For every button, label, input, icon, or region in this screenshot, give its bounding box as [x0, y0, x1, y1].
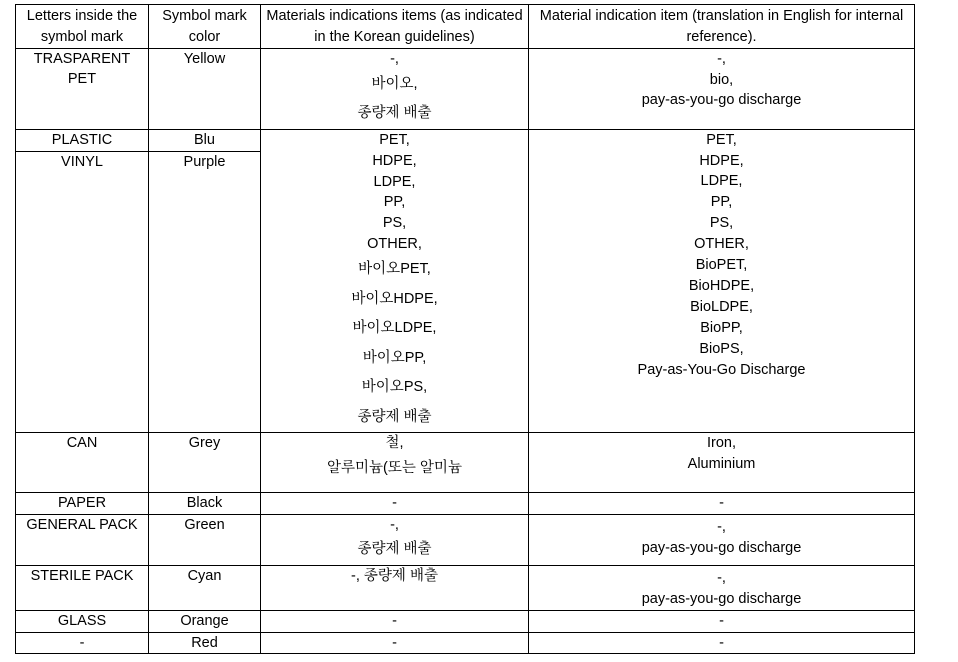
korean-item: 바이오PET,: [358, 261, 431, 278]
english-item: LDPE,: [700, 173, 743, 190]
korean-item: 바이오,: [371, 75, 418, 92]
korean-item: OTHER,: [367, 236, 422, 253]
korean-items-cell: [261, 565, 529, 610]
table-row: [16, 514, 915, 565]
korean-item: 종량제 배출: [357, 408, 432, 425]
english-item: BioPP,: [700, 319, 743, 336]
english-item: Pay-as-You-Go Discharge: [637, 361, 806, 378]
letters-cell: VINYL: [16, 151, 149, 432]
korean-item: 철,: [385, 435, 404, 452]
header-letters: Letters inside the symbol mark: [16, 5, 149, 49]
english-item: -,: [717, 569, 726, 586]
letters-cell: CAN: [16, 433, 149, 493]
table-row: [16, 565, 915, 610]
english-item: PET,: [706, 131, 737, 148]
korean-item: -, 종량제 배출: [351, 567, 438, 584]
english-item: pay-as-you-go discharge: [641, 590, 802, 607]
korean-item: PET,: [379, 131, 410, 148]
korean-items-cell: [261, 514, 529, 565]
color-cell: Purple: [149, 151, 261, 432]
korean-item: 종량제 배출: [357, 540, 432, 557]
letters-cell: GENERAL PACK: [16, 514, 149, 565]
english-item: -,: [717, 50, 726, 67]
table-row: [16, 129, 915, 151]
korean-item: -,: [390, 50, 399, 67]
letters-cell: GLASS: [16, 610, 149, 632]
english-items-cell: [529, 514, 915, 565]
letters-cell: TRASPARENT PET: [16, 48, 149, 129]
korean-item: 바이오PP,: [362, 349, 427, 366]
header-color: Symbol mark color: [149, 5, 261, 49]
english-item: Aluminium: [687, 456, 756, 473]
color-cell: Black: [149, 493, 261, 515]
color-cell: Yellow: [149, 48, 261, 129]
letters-cell: STERILE PACK: [16, 565, 149, 610]
english-item: bio,: [709, 71, 734, 88]
korean-items-cell: [261, 48, 529, 129]
english-item: BioLDPE,: [690, 298, 753, 315]
english-item: pay-as-you-go discharge: [641, 92, 802, 109]
english-items-cell: [529, 565, 915, 610]
english-item: BioPET,: [695, 257, 748, 274]
materials-table: [15, 4, 915, 654]
korean-items-cell: -: [261, 493, 529, 515]
table-row: [16, 48, 915, 129]
letters-cell: -: [16, 632, 149, 654]
korean-items-cell: [261, 129, 529, 433]
english-item: -,: [717, 518, 726, 535]
english-items-cell: [529, 433, 915, 493]
english-item: Iron,: [706, 435, 736, 452]
english-item: HDPE,: [699, 152, 744, 169]
english-items-cell: [529, 48, 915, 129]
korean-item: PP,: [383, 194, 406, 211]
korean-items-cell: [261, 433, 529, 493]
letters-cell: PAPER: [16, 493, 149, 515]
english-items-cell: -: [529, 632, 915, 654]
color-cell: Orange: [149, 610, 261, 632]
color-cell: Blu: [149, 129, 261, 151]
color-cell: Grey: [149, 433, 261, 493]
table-row: [16, 610, 915, 632]
header-english-items: Material indication item (translation in English for internal reference).: [529, 5, 915, 49]
table-row: [16, 493, 915, 515]
english-items-cell: -: [529, 493, 915, 515]
color-cell: Red: [149, 632, 261, 654]
english-items-cell: [529, 129, 915, 433]
korean-item: HDPE,: [372, 152, 417, 169]
korean-item: 바이오HDPE,: [351, 290, 438, 307]
english-item: PP,: [710, 194, 733, 211]
korean-item: LDPE,: [373, 173, 416, 190]
korean-item: 바이오PS,: [361, 379, 428, 396]
korean-item: -,: [390, 516, 399, 533]
english-items-cell: -: [529, 610, 915, 632]
korean-item: PS,: [382, 215, 407, 232]
english-item: BioHDPE,: [688, 277, 755, 294]
english-item: OTHER,: [694, 236, 749, 253]
korean-item: 종량제 배출: [357, 105, 432, 122]
korean-item: 알루미늄(또는 알미늄: [327, 460, 462, 477]
table-row: [16, 433, 915, 493]
korean-item: 바이오LDPE,: [352, 320, 437, 337]
header-row: [16, 5, 915, 49]
color-cell: Green: [149, 514, 261, 565]
letters-cell: PLASTIC: [16, 129, 149, 151]
english-item: pay-as-you-go discharge: [641, 539, 802, 556]
color-cell: Cyan: [149, 565, 261, 610]
korean-items-cell: -: [261, 610, 529, 632]
english-item: BioPS,: [699, 340, 744, 357]
header-korean-items: Materials indications items (as indicated in the Korean guidelines): [261, 5, 529, 49]
english-item: PS,: [709, 215, 734, 232]
table-row: [16, 632, 915, 654]
korean-items-cell: -: [261, 632, 529, 654]
